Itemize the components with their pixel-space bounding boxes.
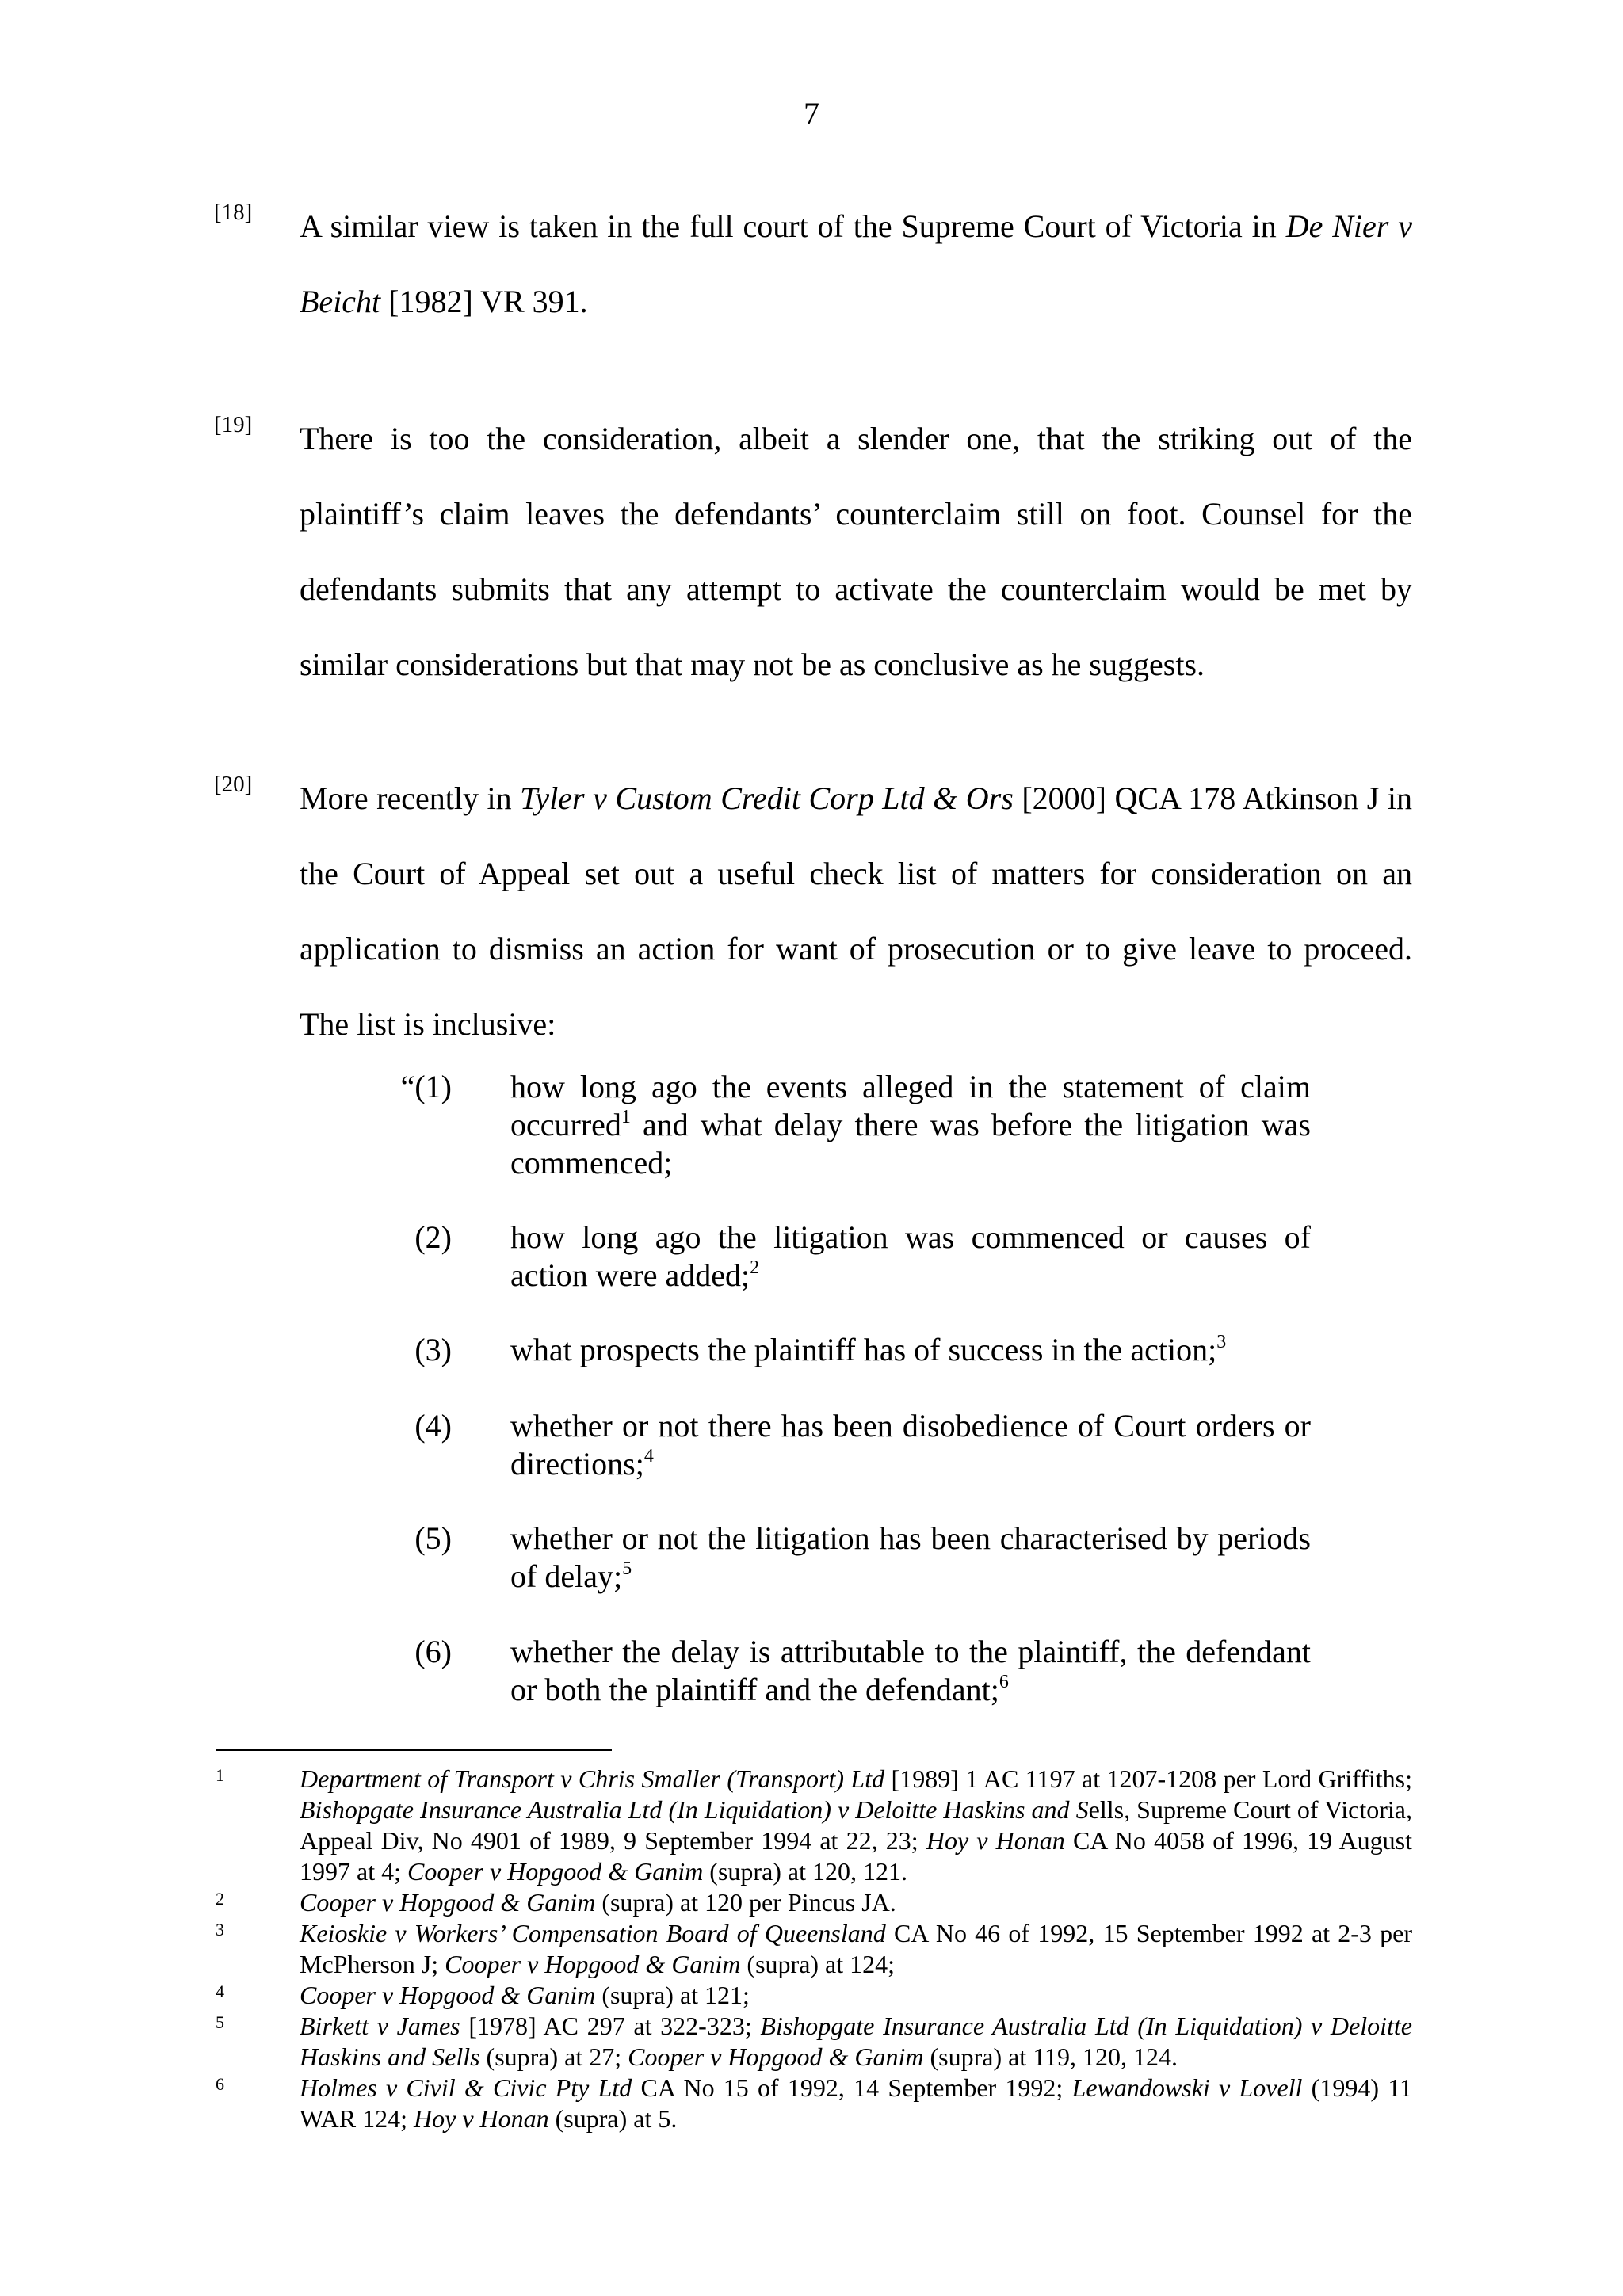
footnote-number: 5 [216, 2012, 224, 2032]
case-name: Department of Transport v Chris Smaller (Transport) Ltd [300, 1764, 885, 1793]
case-name: Lewandowski v Lovell [1071, 2073, 1303, 2102]
text-run: and what delay there was before the litigation was commenced; [510, 1107, 1311, 1180]
case-name: Birkett v James [300, 2012, 460, 2040]
case-name: Keioskie v Workers’ Compensation Board of Queensland [300, 1919, 886, 1947]
item-number: (4) [414, 1408, 452, 1444]
footnote-number: 2 [216, 1889, 224, 1909]
text-run: (supra) at 5. [548, 2104, 678, 2133]
text-run: There is too the consideration, albeit a slender one, that the striking out of the plaintiff’s claim leaves the defendants’ counterclaim still on foot. Counsel for the defendants submits that any attempt to activate the counterclaim would be met by similar considerations but that may not be as conclusive as he suggests. [300, 421, 1412, 682]
text-run: [2000] QCA 178 Atkinson J in the Court of Appeal set out a useful check list of matters for consideration on an application to dismiss an action for want of prosecution or to give leave to proceed. The list is inclusive: [300, 780, 1412, 1042]
item-number: (5) [414, 1520, 452, 1556]
item-text [510, 1068, 1311, 1182]
footnote-text [300, 1764, 1412, 1887]
text-run: (supra) at 121; [595, 1981, 750, 2009]
case-name: Bishopgate Insurance Australia Ltd (In Liquidation) v Deloitte Haskins and S [300, 1795, 1089, 1824]
item-number: “(1) [400, 1069, 452, 1104]
text-run: CA No 4058 of 1996, 19 August 1997 at 4; [300, 1826, 1413, 1886]
item-text [510, 1633, 1311, 1709]
case-name: Cooper v Hopgood & Ganim [628, 2042, 924, 2071]
paragraph-number: [18] [214, 200, 253, 225]
paragraph-text [300, 761, 1412, 1062]
case-name: Hoy v Honan [414, 2104, 549, 2133]
item-text [510, 1219, 1311, 1295]
footnote-reference: 2 [750, 1257, 760, 1278]
text-run: (supra) at 124; [740, 1950, 896, 1978]
footnote-reference: 6 [999, 1671, 1009, 1692]
footnote-text [300, 1980, 1412, 2011]
text-run: whether or not the litigation has been characterised by periods of delay; [510, 1520, 1311, 1594]
case-name: Hoy v Honan [926, 1826, 1065, 1855]
footnote-number: 3 [216, 1920, 224, 1939]
item-text [510, 1331, 1311, 1369]
text-run: CA No 46 of 1992, 15 September 1992 at 2-3 per McPherson J; [300, 1919, 1413, 1978]
case-name: Cooper v Hopgood & Ganim [407, 1857, 704, 1886]
paragraph-text [300, 189, 1412, 339]
footnote-number: 1 [216, 1765, 224, 1785]
item-text [510, 1520, 1311, 1596]
footnote-reference: 5 [622, 1558, 632, 1579]
footnote-text [300, 2073, 1412, 2134]
footnote-number: 4 [216, 1981, 224, 2001]
footnote-number: 6 [216, 2074, 224, 2094]
text-run: (supra) at 120, 121. [703, 1857, 908, 1886]
case-name: Tyler v Custom Credit Corp Ltd & Ors [520, 780, 1014, 816]
item-number: (3) [414, 1332, 452, 1367]
paragraph-number: [20] [214, 772, 253, 797]
text-run: [1989] 1 AC 1197 at 1207-1208 per Lord Griffiths; [884, 1764, 1413, 1793]
footnote-text [300, 2011, 1412, 2073]
footnote-reference: 4 [643, 1445, 654, 1466]
paragraph-text [300, 401, 1412, 702]
footnote-reference: 3 [1216, 1331, 1227, 1352]
text-run: how long ago the litigation was commenced or causes of action were added; [510, 1219, 1311, 1293]
footnote-text [300, 1918, 1412, 1980]
page-number: 7 [804, 96, 819, 132]
case-name: Bishopgate Insurance Australia Ltd (In Liquidation) v Deloitte Haskins and Sells [300, 2012, 1412, 2071]
text-run: More recently in [300, 780, 521, 816]
footnote-reference: 1 [621, 1106, 631, 1127]
text-run: A similar view is taken in the full court of the Supreme Court of Victoria in [300, 208, 1286, 244]
text-run: (supra) at 120 per Pincus JA. [595, 1888, 896, 1917]
text-run: [1982] VR 391. [380, 284, 588, 319]
text-run: whether the delay is attributable to the plaintiff, the defendant or both the plaintiff and the defendant; [510, 1634, 1311, 1707]
text-run: [1978] AC 297 at 322-323; [460, 2012, 761, 2040]
case-name: Cooper v Hopgood & Ganim [445, 1950, 741, 1978]
case-name: De Nier v Beicht [300, 208, 1412, 319]
text-run: (supra) at 27; [479, 2042, 628, 2071]
case-name: Cooper v Hopgood & Ganim [300, 1888, 596, 1917]
footnote-divider [216, 1749, 612, 1751]
item-number: (2) [414, 1219, 452, 1255]
text-run: what prospects the plaintiff has of success in the action; [510, 1332, 1217, 1367]
footnote-text [300, 1887, 1412, 1918]
case-name: Cooper v Hopgood & Ganim [300, 1981, 596, 2009]
item-text [510, 1407, 1311, 1483]
text-run: how long ago the events alleged in the statement of claim occurred [510, 1069, 1311, 1142]
item-number: (6) [414, 1634, 452, 1669]
text-run: CA No 15 of 1992, 14 September 1992; [632, 2073, 1072, 2102]
text-run: (supra) at 119, 120, 124. [923, 2042, 1178, 2071]
text-run: (1994) 11 WAR 124; [300, 2073, 1413, 2133]
text-run: whether or not there has been disobedience of Court orders or directions; [510, 1408, 1311, 1482]
paragraph-number: [19] [214, 412, 253, 437]
case-name: Holmes v Civil & Civic Pty Ltd [300, 2073, 632, 2102]
text-run: ells, Supreme Court of Victoria, Appeal Div, No 4901 of 1989, 9 September 1994 at 22, 23; [300, 1795, 1413, 1855]
